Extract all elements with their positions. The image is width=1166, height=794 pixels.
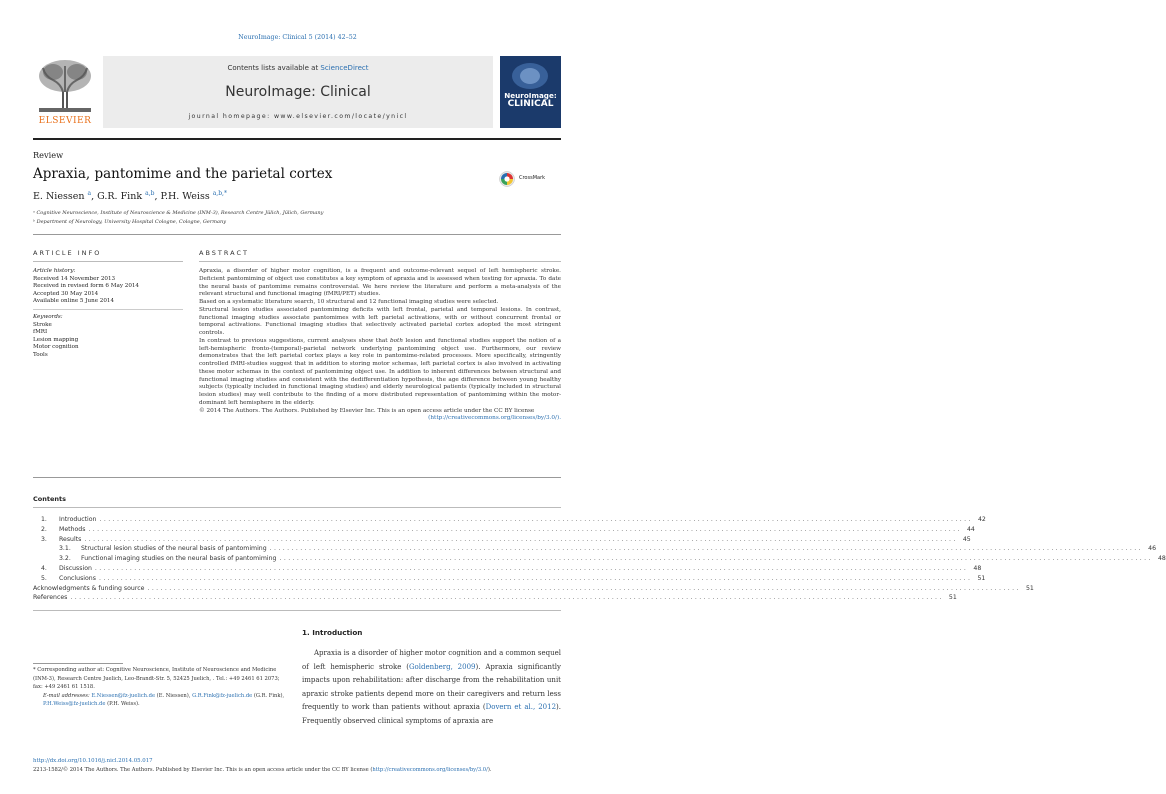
author-list <box>33 190 227 202</box>
author-affiliation-mark[interactable]: a <box>87 190 92 197</box>
license-link[interactable]: (http://creativecommons.org/licenses/by/3.0/). <box>428 415 561 422</box>
email-link[interactable]: G.R.Fink@fz-juelich.de <box>192 692 253 699</box>
publisher-name: ELSEVIER <box>38 116 92 126</box>
toc-entry[interactable] <box>41 564 982 575</box>
abstract-divider <box>33 477 561 478</box>
toc-entry[interactable] <box>33 594 957 604</box>
history-item: Received 14 November 2013 <box>33 275 116 282</box>
abstract-paragraph: Apraxia, a disorder of higher motor cognition, is a frequent and outcome-relevant sequel of left hemispheric stroke. Deficient pantomiming of object use constitutes a key symptom of apraxia and is assessed when testing for apraxia. To date the neural basis of pantomime remains controversial. We here review the literature and perform a meta-analysis of the relevant structural and functional imaging (fMRI/PET) studies. <box>199 268 561 298</box>
toc-page-number: 42 <box>977 516 986 523</box>
contents-rule <box>33 507 561 508</box>
keywords-label: Keywords: <box>33 313 63 320</box>
author-affiliation-mark[interactable]: a,b,* <box>212 190 227 197</box>
history-item: Available online 5 June 2014 <box>33 298 115 305</box>
introduction-body <box>302 647 561 729</box>
toc-page-number: 44 <box>966 525 975 533</box>
contents-heading: Contents <box>33 495 66 503</box>
email-label: E-mail addresses: <box>43 692 92 699</box>
toc-number: 3. <box>41 535 47 543</box>
email-link[interactable]: P.H.Weiss@fz-juelich.de <box>43 701 106 707</box>
license-text: © 2014 The Authors. The Authors. Published by Elsevier Inc. This is an open access article under the CC BY license <box>199 407 535 414</box>
affiliation-divider <box>33 234 561 235</box>
toc-leader-dots: ........................................................................................................................................................................................................ <box>269 545 1144 553</box>
toc-entry[interactable] <box>41 574 986 585</box>
toc-leader-dots: ........................................................................................................................................................................................................ <box>98 574 973 582</box>
section-heading-introduction: 1. Introduction <box>302 628 363 637</box>
toc-title[interactable]: References <box>33 594 68 602</box>
footer-license-text: ). <box>487 767 492 773</box>
abstract-body <box>199 268 561 423</box>
article-info-rule <box>33 261 183 262</box>
abstract-paragraph: Structural lesion studies associated pantomiming deficits with left frontal, parietal and temporal lesions. In contrast, functional imaging studies associate pantomimes with left parietal activations, with or without concurrent frontal or temporal activations. Functional imaging studies that selectively activated parietal cortex adopted the most stringent controls. <box>199 306 561 336</box>
corresponding-author-text: * Corresponding author at: Cognitive Neuroscience, Institute of Neuroscience and Medicine (INM-3), Research Centre Juelich, Leo-Brandt-Str. 5, 52425 Juelich, . Tel.: +49 2461 61 2073; fax: +49 2461 61 1518. <box>33 667 280 690</box>
journal-homepage[interactable]: journal homepage: www.elsevier.com/locate/ynicl <box>188 113 408 120</box>
toc-entry[interactable] <box>41 555 1166 565</box>
article-info-heading: ARTICLE INFO <box>33 249 102 257</box>
elsevier-logo[interactable] <box>33 56 97 128</box>
toc-title[interactable]: Conclusions <box>59 574 96 582</box>
corresponding-author-footnote <box>33 666 285 709</box>
toc-entry[interactable] <box>41 516 986 526</box>
toc-page-number: 48 <box>973 564 982 572</box>
toc-entry[interactable] <box>41 545 1157 555</box>
toc-number: 3.2. <box>59 555 71 563</box>
toc-page-number: 46 <box>1148 545 1157 553</box>
keyword: Stroke <box>33 321 52 328</box>
journal-cover-image <box>500 56 561 128</box>
contents-available-line <box>103 64 493 72</box>
cover-title <box>500 92 561 108</box>
info-separator <box>33 306 183 310</box>
toc-page-number: 51 <box>1025 584 1034 592</box>
journal-title: NeuroImage: Clinical <box>225 84 371 100</box>
author-name[interactable]: G.R. Fink <box>97 191 143 203</box>
affiliation-b: ᵇ Department of Neurology, University Hospital Cologne, Cologne, Germany <box>33 219 227 225</box>
citation-link[interactable]: Goldenberg, 2009 <box>408 662 476 671</box>
email-line <box>33 692 285 709</box>
keyword: Motor cognition <box>33 344 79 351</box>
toc-entry[interactable] <box>33 584 1034 595</box>
toc-number: 4. <box>41 564 47 572</box>
toc-leader-dots: ........................................................................................................................................................................................................ <box>84 535 958 543</box>
toc-number: 1. <box>41 516 47 523</box>
toc-title[interactable]: Introduction <box>59 516 97 523</box>
keyword: Tools <box>33 351 48 358</box>
toc-leader-dots: ........................................................................................................................................................................................................ <box>279 555 1153 563</box>
abstract-text: In contrast to previous suggestions, current analyses show that <box>199 337 390 344</box>
toc-leader-dots: ........................................................................................................................................................................................................ <box>99 516 973 523</box>
footer-license-link[interactable]: http://creativecommons.org/licenses/by/3.0/ <box>372 767 488 773</box>
abstract-paragraph: Based on a systematic literature search, 10 structural and 12 functional imaging studies were selected. <box>199 299 499 305</box>
toc-leader-dots: ........................................................................................................................................................................................................ <box>70 594 944 602</box>
toc-title[interactable]: Functional imaging studies on the neural basis of pantomiming <box>81 555 277 563</box>
article-title: Apraxia, pantomime and the parietal cortex <box>33 166 333 182</box>
abstract-heading: ABSTRACT <box>199 249 249 257</box>
history-item: Accepted 30 May 2014 <box>33 290 99 297</box>
author-separator: , <box>154 191 161 203</box>
email-owner: (G.R. Fink), <box>252 692 285 699</box>
intro-text: ). Apraxia significantly impacts upon rehabilitation: after discharge from the rehabilitation unit apraxic stroke patients depend more on their caregivers and return less frequently to work than patients without apraxia ( <box>302 662 561 712</box>
toc-number: 2. <box>41 525 47 533</box>
author-name[interactable]: E. Niessen <box>33 191 85 203</box>
abstract-license-url-line <box>199 415 561 423</box>
intro-text: Apraxia is a disorder of higher motor cognition and a common sequel of left hemispheric stroke ( <box>302 649 561 671</box>
cover-title-line1: NeuroImage: <box>504 91 557 100</box>
toc-entry[interactable] <box>41 525 975 536</box>
abstract-paragraph <box>199 338 561 408</box>
toc-leader-dots: ........................................................................................................................................................................................................ <box>94 564 969 572</box>
crossmark-icon <box>499 171 515 187</box>
toc-leader-dots: ........................................................................................................................................................................................................ <box>147 584 1021 592</box>
journal-header-band <box>103 56 493 128</box>
toc-leader-dots: ........................................................................................................................................................................................................ <box>88 525 962 533</box>
footnote-rule <box>33 663 123 664</box>
keyword: Lesion mapping <box>33 336 79 343</box>
abstract-rule <box>199 261 561 262</box>
toc-entry[interactable] <box>41 535 971 546</box>
toc-title[interactable]: Methods <box>59 525 86 533</box>
article-type: Review <box>33 150 64 160</box>
author-name[interactable]: P.H. Weiss <box>160 191 210 203</box>
toc-page-number: 51 <box>977 574 986 582</box>
crossmark-badge[interactable] <box>499 171 561 187</box>
affiliation-a: ᵃ Cognitive Neuroscience, Institute of Neuroscience & Medicine (INM-3), Research Centre Jülich, Jülich, Germany <box>33 210 324 216</box>
toc-number: 3.1. <box>59 545 71 553</box>
doi-link[interactable]: http://dx.doi.org/10.1016/j.nicl.2014.05.017 <box>33 758 153 764</box>
toc-title[interactable]: Structural lesion studies of the neural basis of pantomiming <box>81 545 267 553</box>
footer-license-text: 2213-1582/© 2014 The Authors. The Authors. Published by Elsevier Inc. This is an open access article under the CC BY license ( <box>33 767 373 773</box>
toc-title[interactable]: Discussion <box>59 564 92 572</box>
author-affiliation-mark[interactable]: a,b <box>145 190 155 197</box>
history-item: Received in revised form 6 May 2014 <box>33 283 139 290</box>
journal-reference[interactable]: NeuroImage: Clinical 5 (2014) 42–52 <box>238 34 357 41</box>
abstract-emphasis: both <box>389 337 403 344</box>
toc-title[interactable]: Results <box>59 535 82 543</box>
email-owner: (P.H. Weiss). <box>105 701 140 707</box>
toc-page-number: 45 <box>962 535 971 543</box>
toc-title[interactable]: Acknowledgments & funding source <box>33 584 145 592</box>
toc-page-number: 48 <box>1157 555 1166 563</box>
contents-prefix: Contents lists available at <box>227 64 321 72</box>
abstract-text: lesion and functional studies support the notion of a left-hemispheric fronto-(temporal)-parietal network underlying pantomiming object use. Furthermore, our review demonstrates that the left parietal cortex plays a key role in pantomime-related processes. More specifically, stringently controlled fMRI-studies suggest that in addition to storing motor schemas, left parietal cortex is also involved in activating these motor schemas in the context of pantomiming object use. In addition to inherent differences between structural and functional imaging studies and consistent with the dedifferentiation hypothesis, the age difference between young healthy subjects (typically included in functional imaging studies) and elderly neurological patients (typically included in structural lesion studies) may well contribute to the finding of a more distributed representation of pantomiming within the motor-dominant left hemisphere in the elderly. <box>199 337 561 406</box>
masthead-divider <box>33 138 561 140</box>
crossmark-label: CrossMark <box>519 175 546 181</box>
article-info <box>33 268 183 360</box>
email-link[interactable]: E.Niessen@fz-juelich.de <box>91 692 156 699</box>
cover-title-line2: CLINICAL <box>507 99 554 109</box>
history-label: Article history: <box>33 268 76 274</box>
keyword: fMRI <box>33 329 48 336</box>
intro-text: ). Frequently observed clinical symptoms of apraxia are <box>302 703 561 725</box>
brain-scan-icon <box>500 56 561 92</box>
toc-page-number: 51 <box>948 594 957 602</box>
toc-number: 5. <box>41 574 47 582</box>
contents-bottom-rule <box>33 610 561 611</box>
sciencedirect-link[interactable]: ScienceDirect <box>320 64 369 72</box>
table-of-contents <box>33 516 1166 604</box>
citation-link[interactable]: Dovern et al., 2012 <box>485 703 557 712</box>
email-owner: (E. Niessen), <box>155 692 193 699</box>
author-separator: , <box>91 191 98 203</box>
masthead <box>33 56 561 128</box>
footer-license <box>33 767 561 773</box>
